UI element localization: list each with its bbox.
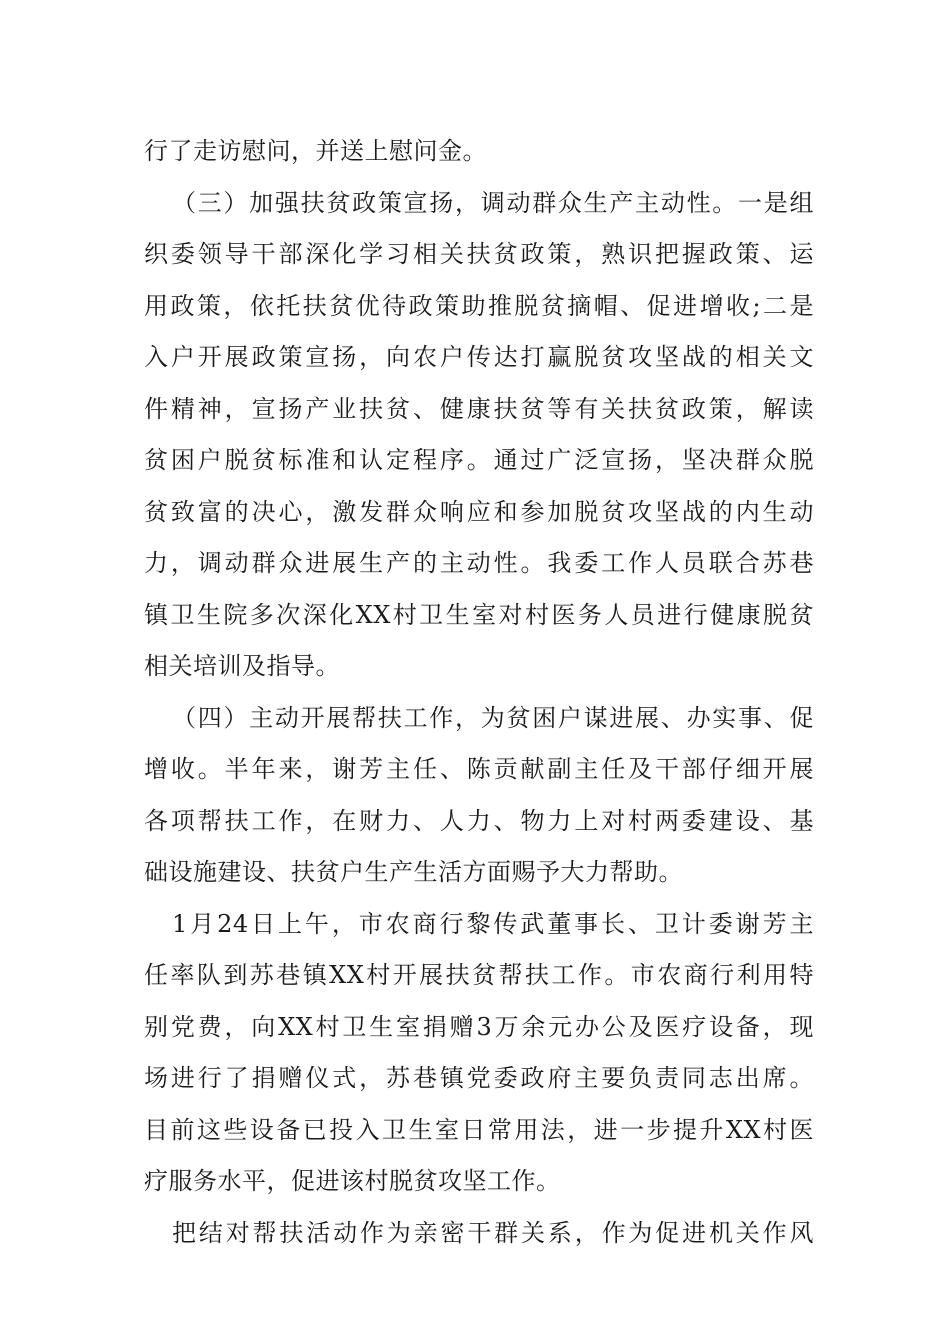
text-line: 织委领导干部深化学习相关扶贫政策，熟识把握政策、运 [144, 240, 814, 268]
text-line: 镇卫生院多次深化XX村卫生室对村医务人员进行健康脱贫 [144, 600, 814, 629]
text-line: 行了走访慰问，并送上慰问金。 [144, 137, 487, 165]
text-line: 1月24日上午，市农商行黎传武董事长、卫计委谢芳主 [172, 909, 814, 938]
text-line: 相关培训及指导。 [144, 652, 340, 680]
text-line: （四）主动开展帮扶工作，为贫困户谋进展、办实事、促 [172, 703, 814, 732]
text-line: 础设施建设、扶贫户生产生活方面赐予大力帮助。 [144, 858, 683, 886]
text-line: （三）加强扶贫政策宣扬，调动群众生产主动性。一是组 [172, 188, 814, 217]
text-line: 贫困户脱贫标准和认定程序。通过广泛宣扬，坚决群众脱 [144, 446, 814, 474]
text-line: 别党费，向XX村卫生室捐赠3万余元办公及医疗设备，现 [144, 1012, 814, 1041]
text-line: 任率队到苏巷镇XX村开展扶贫帮扶工作。市农商行利用特 [144, 961, 814, 989]
text-line: 把结对帮扶活动作为亲密干群关系，作为促进机关作风 [172, 1218, 814, 1247]
text-line: 用政策，依托扶贫优待政策助推脱贫摘帽、促进增收;二是 [144, 291, 814, 320]
text-line: 增收。半年来，谢芳主任、陈贡献副主任及干部仔细开展 [144, 755, 814, 783]
text-line: 贫致富的决心，激发群众响应和参加脱贫攻坚战的内生动 [144, 497, 814, 526]
text-line: 场进行了捐赠仪式，苏巷镇党委政府主要负责同志出席。 [144, 1064, 814, 1092]
text-line: 入户开展政策宣扬，向农户传达打赢脱贫攻坚战的相关文 [144, 343, 814, 371]
text-line: 件精神，宣扬产业扶贫、健康扶贫等有关扶贫政策，解读 [144, 394, 814, 423]
text-line: 目前这些设备已投入卫生室日常用法，进一步提升XX村医 [144, 1115, 814, 1144]
text-line: 各项帮扶工作，在财力、人力、物力上对村两委建设、基 [144, 806, 814, 835]
text-line: 力，调动群众进展生产的主动性。我委工作人员联合苏巷 [144, 549, 814, 577]
text-line: 疗服务水平，促进该村脱贫攻坚工作。 [144, 1167, 561, 1195]
body-text [144, 126, 814, 1259]
